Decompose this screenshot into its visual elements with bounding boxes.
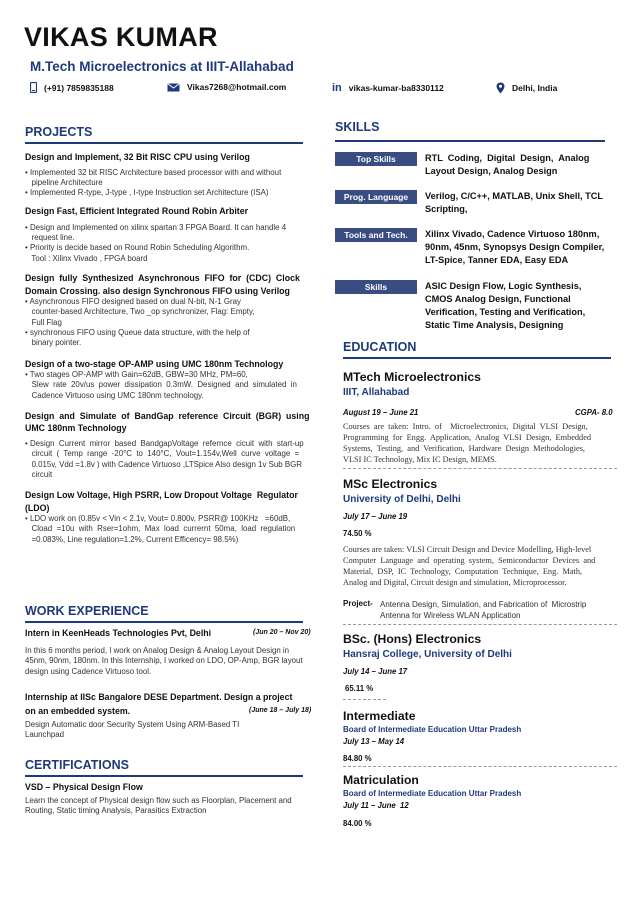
skill-line: ASIC Design Flow, Logic Synthesis, bbox=[425, 281, 582, 291]
bullet: • Implemented R-type, J-type , I-type Instruction set Architecture (ISA) bbox=[25, 188, 269, 198]
project-opamp-title: Design of a two-stage OP-AMP using UMC 180nm Technology bbox=[25, 358, 284, 369]
candidate-name: VIKAS KUMAR bbox=[24, 22, 218, 52]
edu-msc-date: July 17 – June 19 bbox=[343, 512, 408, 521]
cert-vsd-desc bbox=[25, 796, 325, 817]
edu-msc-score: 74.50 % bbox=[343, 529, 372, 538]
bullet: • Design and Implemented on xilinx spartan 3 FPGA Board. It can handle 4 bbox=[25, 222, 287, 232]
education-heading: EDUCATION bbox=[343, 340, 417, 354]
skill-line: Scripting, bbox=[425, 204, 468, 214]
project-bgr-bullets bbox=[25, 439, 323, 480]
certifications-heading: CERTIFICATIONS bbox=[25, 758, 129, 772]
project-line: Antenna Design, Simulation, and Fabrication of Microstrip bbox=[380, 600, 587, 609]
desc-line: In this 6 months period, I work on Analog Design & Analog Layout Design in bbox=[25, 646, 290, 655]
work-iisc-title-cont: on an embedded system. bbox=[25, 706, 131, 716]
edu-separator bbox=[343, 624, 617, 625]
projects-heading: PROJECTS bbox=[25, 125, 93, 139]
skill-line: 90nm, 45nm, Synopsys Design Compiler, bbox=[425, 242, 605, 252]
edu-mtech-school: IIIT, Allahabad bbox=[343, 387, 410, 398]
course-line: Computer Language and operating system, Semiconductor Devices and bbox=[343, 556, 596, 565]
edu-bsc-score: 65.11 % bbox=[345, 684, 374, 693]
skills-divider bbox=[335, 140, 605, 142]
edu-matric-score: 84.00 % bbox=[343, 819, 372, 828]
bullet: • LDO work on (0.85v < Vin < 2.1v, Vout= 0.800v, PSRR@ 100KHz =60dB, bbox=[25, 514, 291, 524]
edu-matric-date: July 11 – June 12 bbox=[343, 801, 409, 810]
cert-vsd-title: VSD – Physical Design Flow bbox=[25, 782, 143, 792]
skill-line: RTL Coding, Digital Design, Analog bbox=[425, 153, 590, 163]
desc-line: design using Cadence Virtuoso tool. bbox=[25, 666, 152, 676]
edu-separator bbox=[343, 468, 617, 469]
course-line: Material, DSP, IC Technology, Computation Technique, Eng. Math, bbox=[343, 567, 583, 576]
project-opamp-bullets bbox=[25, 370, 323, 401]
project-arbiter-bullets bbox=[25, 223, 323, 264]
desc-line: Launchpad bbox=[25, 730, 65, 740]
bullet: pipeline Architecture bbox=[25, 177, 103, 187]
linkedin-handle[interactable]: vikas-kumar-ba8330112 bbox=[348, 83, 444, 93]
edu-inter-board: Board of Intermediate Education Uttar Pradesh bbox=[343, 725, 522, 734]
bullet: circuit bbox=[25, 469, 53, 479]
work-iisc-title: Internship at IISc Bangalore DESE Department. Design a project bbox=[25, 692, 293, 702]
edu-msc-courses bbox=[343, 544, 618, 588]
phone-contact bbox=[30, 82, 114, 93]
skill-line: Static Time Analysis, Designing bbox=[425, 320, 564, 330]
skill-line: Verification, Testing and Verification, bbox=[425, 307, 586, 317]
edu-bsc-date: July 14 – June 17 bbox=[343, 667, 408, 676]
skills-heading: SKILLS bbox=[335, 120, 380, 134]
bullet: • Priority is decide based on Round Robin Scheduling Algorithm. bbox=[25, 243, 250, 253]
bullet: • Implemented 32 bit RISC Architecture based processor with and without bbox=[25, 167, 282, 177]
edu-msc-project-desc bbox=[380, 599, 586, 621]
work-heading: WORK EXPERIENCE bbox=[25, 604, 149, 618]
candidate-subtitle: M.Tech Microelectronics at IIIT-Allahabad bbox=[30, 59, 294, 74]
edu-mtech-date: August 19 – June 21 bbox=[343, 408, 419, 417]
course-line: Systems, Testing, and Verification, Hardware Design Methodologies, bbox=[343, 444, 585, 453]
email-address[interactable]: Vikas7268@hotmail.com bbox=[187, 82, 287, 92]
bullet: =0.083%, Line regulation=1.2%, Current Efficency= 98.5%) bbox=[25, 534, 239, 544]
skill-badge-tools: Tools and Tech. bbox=[335, 228, 417, 242]
bullet: Cload =10u with Rser=1ohm, Max load currernt 50ma, load regulation bbox=[25, 524, 296, 534]
edu-mtech-degree: MTech Microelectronics bbox=[343, 370, 481, 384]
bullet: • Design Current mirror based BandgapVoltage refernce cicuit with start-up bbox=[25, 438, 304, 448]
bullet: Slew rate 20v/us power dissipation 0.3mW. Designed and simulated in bbox=[25, 380, 297, 390]
course-line: Courses are taken: Intro. of Microelectronics, Digital VLSI Design, bbox=[343, 422, 588, 431]
work-keenheads-desc bbox=[25, 646, 325, 677]
education-divider bbox=[343, 357, 611, 359]
project-fifo-bullets bbox=[25, 297, 323, 348]
project-risc-bullets bbox=[25, 168, 323, 199]
desc-line: Design Automatic door Security System Using ARM-Based TI bbox=[25, 720, 240, 729]
phone-number: (+91) 7859835188 bbox=[44, 82, 114, 93]
desc-line: Routing, Static timing Analysis, Parasitics Extraction bbox=[25, 806, 207, 816]
project-ldo-title-cont: (LDO) bbox=[25, 502, 50, 513]
skill-badge-prog-language: Prog. Language bbox=[335, 190, 417, 204]
course-line: Courses are taken: VLSI Circuit Design and Device Modelling, High-level bbox=[343, 545, 592, 554]
bullet: • synchronous FIFO using Queue data structure, with the help of bbox=[25, 327, 250, 337]
work-keenheads-title: Intern in KeenHeads Technologies Pvt, Delhi bbox=[25, 628, 212, 638]
bullet: • Asynchronous FIFO designed based on dual N-bit, N-1 Gray bbox=[25, 297, 241, 307]
edu-bsc-degree: BSc. (Hons) Electronics bbox=[343, 632, 482, 646]
edu-mtech-courses bbox=[343, 421, 618, 465]
location-pin-icon bbox=[496, 82, 505, 94]
edu-bsc-school: Hansraj College, University of Delhi bbox=[343, 649, 512, 660]
skill-line: Xilinx Vivado, Cadence Virtuoso 180nm, bbox=[425, 229, 600, 239]
edu-inter-score: 84.80 % bbox=[343, 754, 372, 763]
edu-msc-degree: MSc Electronics bbox=[343, 477, 438, 491]
phone-icon bbox=[30, 82, 37, 93]
linkedin-icon: in bbox=[332, 82, 342, 94]
project-list bbox=[25, 151, 323, 545]
edu-matric-board: Board of Intermediate Education Uttar Pradesh bbox=[343, 789, 522, 798]
edu-msc-school: University of Delhi, Delhi bbox=[343, 494, 461, 505]
project-bgr-title-cont: UMC 180nm Technology bbox=[25, 423, 127, 434]
bullet: request line. bbox=[25, 233, 75, 243]
bullet: counter-based Architecture, Two _op synchronizer, Flag: Empty, bbox=[25, 307, 255, 317]
skill-skills-text bbox=[425, 280, 615, 332]
work-iisc-desc bbox=[25, 720, 325, 741]
project-risc-title: Design and Implement, 32 Bit RISC CPU using Verilog bbox=[25, 152, 250, 162]
skill-badge-top-skills: Top Skills bbox=[335, 152, 417, 166]
edu-inter-degree: Intermediate bbox=[343, 709, 416, 723]
project-ldo-title: Design Low Voltage, High PSRR, Low Dropout Voltage Regulator bbox=[25, 490, 298, 501]
project-fifo-title: Design fully Synthesized Asynchronous FIFO for (CDC) Clock bbox=[25, 273, 300, 284]
course-line: VLSI IC Technology, Mix IC Design, MEMS. bbox=[343, 455, 497, 464]
course-line: Programming for Engg. Application, Analog VLSI Design, Embedded bbox=[343, 433, 592, 442]
skill-prog-language-text bbox=[425, 190, 615, 216]
linkedin-contact bbox=[332, 82, 444, 94]
project-arbiter-title: Design Fast, Efficient Integrated Round Robin Arbiter bbox=[25, 206, 249, 217]
project-bgr-title: Design and Simulate of BandGap reference Circuit (BGR) using bbox=[25, 410, 310, 421]
location-text: Delhi, India bbox=[512, 83, 558, 93]
edu-matric-degree: Matriculation bbox=[343, 773, 419, 787]
bullet: Full Flag bbox=[25, 317, 62, 327]
desc-line: 45nm, 90nm, 180nm. In this Internship, I worked on LDO, OP-Amp, BGR layout bbox=[25, 656, 303, 666]
edu-separator bbox=[343, 766, 617, 767]
skill-line: Verilog, C/C++, MATLAB, Unix Shell, TCL bbox=[425, 191, 603, 201]
skill-line: Layout Design, Analog Design bbox=[425, 166, 558, 176]
work-iisc-date: (June 18 – July 18) bbox=[249, 707, 312, 714]
bullet: circuit ( Temp range -20°C to 140°C, Vout=1.154v,Well curve voltage = bbox=[25, 449, 300, 459]
mail-icon bbox=[167, 83, 180, 92]
edu-inter-date: July 13 – May 14 bbox=[343, 737, 405, 746]
edu-mtech-cgpa: CGPA- 8.0 bbox=[575, 408, 613, 417]
bullet: • Two stages OP-AMP with Gain=62dB, GBW=30 MHz, PM=60, bbox=[25, 370, 248, 380]
project-ldo-bullets bbox=[25, 514, 323, 545]
email-contact bbox=[167, 82, 286, 92]
work-divider bbox=[25, 621, 303, 623]
bullet: Cadence Virtuoso using UMC 180nm technology. bbox=[25, 390, 204, 400]
project-fifo-title-cont: Domain Crossing. also design Synchronous FIFO using Verilog bbox=[25, 285, 290, 296]
skill-line: CMOS Analog Design, Functional bbox=[425, 294, 571, 304]
work-keenheads-date: (Jun 20 – Nov 20) bbox=[253, 629, 311, 636]
bullet: Tool : Xilinx Vivado , FPGA board bbox=[25, 253, 148, 263]
skill-badge-skills: Skills bbox=[335, 280, 417, 294]
projects-divider bbox=[25, 142, 303, 144]
skill-tools-text bbox=[425, 228, 615, 267]
skill-line: LT-Spice, Tanner EDA, Easy EDA bbox=[425, 255, 569, 265]
project-line: Antenna for Wireless WLAN Application bbox=[380, 611, 521, 620]
desc-line: Learn the concept of Physical design flow such as Floorplan, Placement and bbox=[25, 796, 292, 805]
edu-msc-project-label: Project- bbox=[343, 599, 373, 608]
bullet: binary pointer. bbox=[25, 338, 82, 348]
edu-separator bbox=[343, 699, 386, 700]
skill-top-skills-text bbox=[425, 152, 615, 178]
certifications-divider bbox=[25, 775, 303, 777]
bullet: 0.015v, Vdd =1.8v ) with Cadence Virtuoso ,LTSpice Also design 1v Sub BGR bbox=[25, 459, 302, 469]
location-contact bbox=[496, 82, 557, 94]
course-line: Analog and Digital, Circuit design and simulation, Microprocessor. bbox=[343, 578, 567, 587]
